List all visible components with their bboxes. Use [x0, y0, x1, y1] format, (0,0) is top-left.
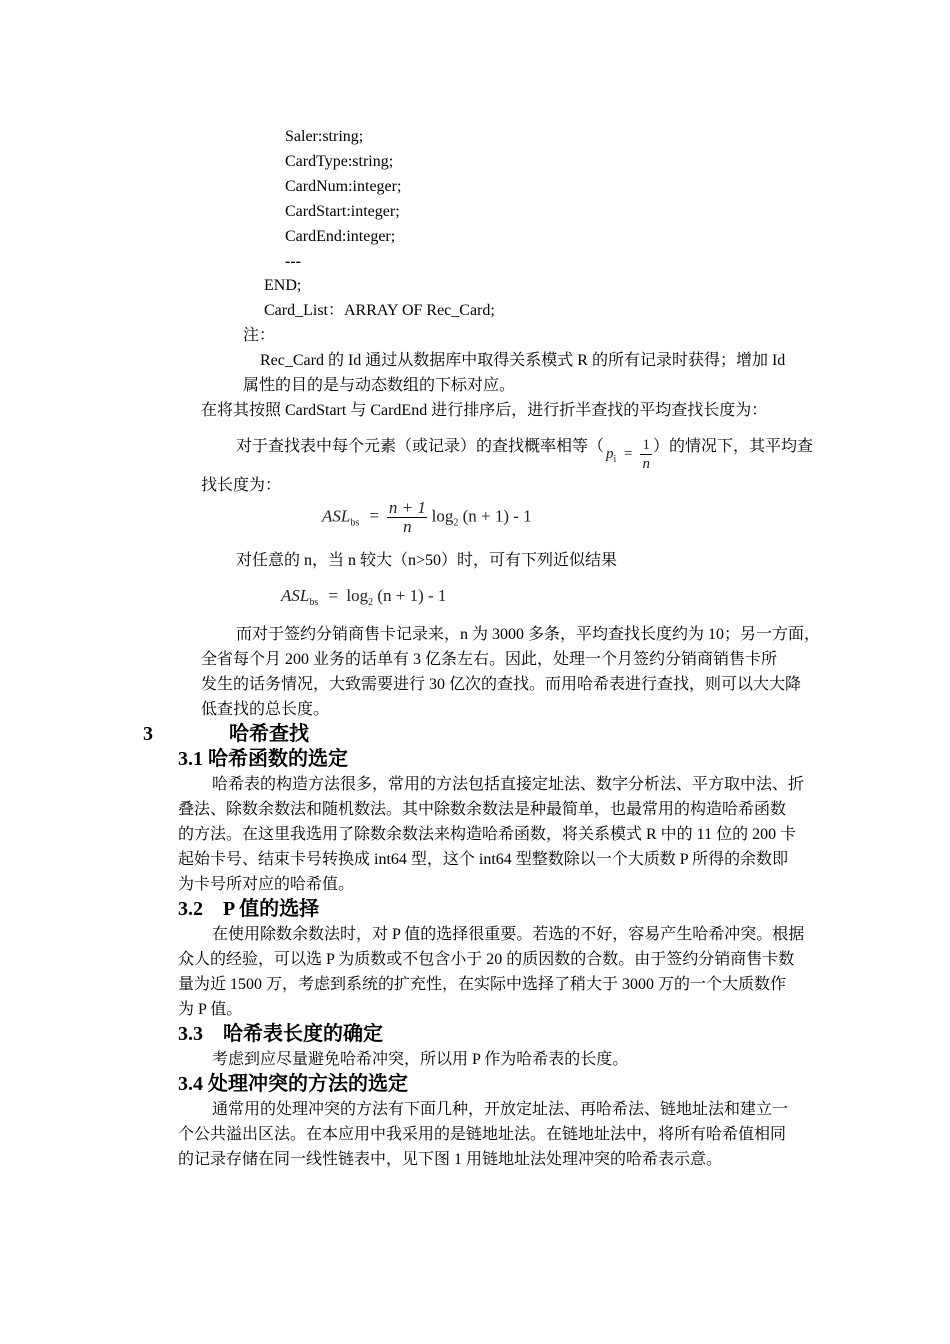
note-line-2: 属性的目的是与动态数组的下标对应。: [243, 377, 516, 394]
asl2-eq: =: [328, 586, 339, 605]
asl-formula-approx: [281, 586, 446, 608]
prob-formula: [606, 436, 652, 473]
frac-num: 1: [642, 437, 650, 453]
asl-eq: =: [369, 506, 380, 526]
note-label: 注：: [243, 327, 276, 344]
sec32-line-2: 众人的经验，可以选 P 为质数或不包含小于 20 的质因数的合数。由于签约分销商售卡数: [178, 951, 795, 968]
sec32-line-4: 为 P 值。: [178, 1001, 243, 1018]
para1-line-4: 低查找的总长度。: [201, 701, 330, 718]
code-card-list: Card_List：ARRAY OF Rec_Card;: [264, 302, 495, 319]
asl-sub: bs: [350, 517, 360, 529]
sec31-line-4: 起始卡号、结束卡号转换成 int64 型，这个 int64 型整数除以一个大质数 P 所得的余数即: [178, 851, 789, 868]
asl-log: log: [431, 506, 454, 526]
section-3-2-title: 3.2 P 值的选择: [178, 898, 320, 920]
sec31-line-5: 为卡号所对应的哈希值。: [178, 876, 355, 893]
para1-line-2: 全省每个月 200 业务的话单有 3 亿条左右。因此，处理一个月签约分销商销售卡所: [201, 651, 778, 668]
approx-text: 对任意的 n，当 n 较大（n>50）时，可有下列近似结果: [236, 552, 618, 569]
sec31-line-1: 哈希表的构造方法很多，常用的方法包括直接定址法、数字分析法、平方取中法、折: [212, 776, 805, 793]
code-ellipsis: ---: [285, 253, 301, 270]
code-end: END;: [264, 277, 302, 294]
asl2-symbol: ASL: [281, 586, 310, 605]
note-line-1: Rec_Card 的 Id 通过从数据库中取得关系模式 R 的所有记录时获得；增加 Id: [260, 352, 786, 369]
code-field-saler: Saler:string;: [285, 128, 364, 145]
section-3-4-title: 3.4 处理冲突的方法的选定: [178, 1073, 408, 1095]
sec32-line-3: 量为近 1500 万，考虑到系统的扩充性，在实际中选择了稍大于 3000 万的一个大质数作: [178, 976, 787, 993]
asl-frac-den: n: [403, 517, 412, 536]
code-field-cardstart: CardStart:integer;: [285, 203, 400, 220]
section-3-number: 3: [143, 723, 153, 745]
asl-symbol: ASL: [322, 506, 351, 526]
symbol-eq: =: [624, 445, 633, 462]
frac-den: n: [642, 456, 650, 472]
fraction-1-over-n: [640, 436, 652, 473]
asl2-sub: bs: [309, 597, 319, 608]
sec34-line-1: 通常用的处理冲突的方法有下面几种，开放定址法、再哈希法、链地址法和建立一: [212, 1101, 789, 1118]
para1-line-1: 而对于签约分销商售卡记录来，n 为 3000 多条，平均查找长度约为 10；另一方面，: [236, 626, 821, 643]
asl-log-base: 2: [453, 517, 459, 529]
sec31-line-2: 叠法、除数余数法和随机数法。其中除数余数法是种最简单，也最常用的构造哈希函数: [178, 801, 787, 818]
prob-after: ）的情况下，其平均查: [653, 438, 814, 455]
section-3-3-title: 3.3 哈希表长度的确定: [178, 1023, 383, 1045]
asl2-tail: (n + 1) - 1: [377, 586, 447, 605]
prob-cont: 找长度为：: [201, 477, 282, 494]
section-3-title: 哈希查找: [229, 723, 309, 745]
code-field-cardnum: CardNum:integer;: [285, 178, 402, 195]
code-field-cardend: CardEnd:integer;: [285, 228, 396, 245]
para1-line-3: 发生的话务情况，大致需要进行 30 亿次的查找。而用哈希表进行查找，则可以大大降: [201, 676, 802, 693]
symbol-i: i: [613, 453, 617, 465]
code-field-cardtype: CardType:string;: [285, 153, 394, 170]
intro-text: 在将其按照 CardStart 与 CardEnd 进行排序后，进行折半查找的平均查找长度为：: [201, 402, 768, 419]
asl-frac-num: n + 1: [388, 498, 426, 517]
asl-tail: (n + 1) - 1: [462, 506, 532, 526]
asl2-log: log: [346, 586, 369, 605]
sec33-line-1: 考虑到应尽量避免哈希冲突，所以用 P 作为哈希表的长度。: [212, 1051, 629, 1068]
sec34-line-3: 的记录存储在同一线性链表中，见下图 1 用链地址法处理冲突的哈希表示意。: [178, 1151, 723, 1168]
prob-before: 对于查找表中每个元素（或记录）的查找概率相等（: [236, 438, 605, 455]
asl2-log-base: 2: [368, 597, 374, 608]
sec31-line-3: 的方法。在这里我选用了除数余数法来构造哈希函数，将关系模式 R 中的 11 位的 200 卡: [178, 826, 797, 843]
section-3-1-title: 3.1 哈希函数的选定: [178, 748, 348, 770]
symbol-p: p: [606, 445, 614, 462]
asl-fraction: [387, 499, 427, 536]
sec34-line-2: 个公共溢出区法。在本应用中我采用的是链地址法。在链地址法中，将所有哈希值相同: [178, 1126, 787, 1143]
sec32-line-1: 在使用除数余数法时，对 P 值的选择很重要。若选的不好，容易产生哈希冲突。根据: [212, 926, 805, 943]
asl-formula-full: [322, 499, 532, 536]
